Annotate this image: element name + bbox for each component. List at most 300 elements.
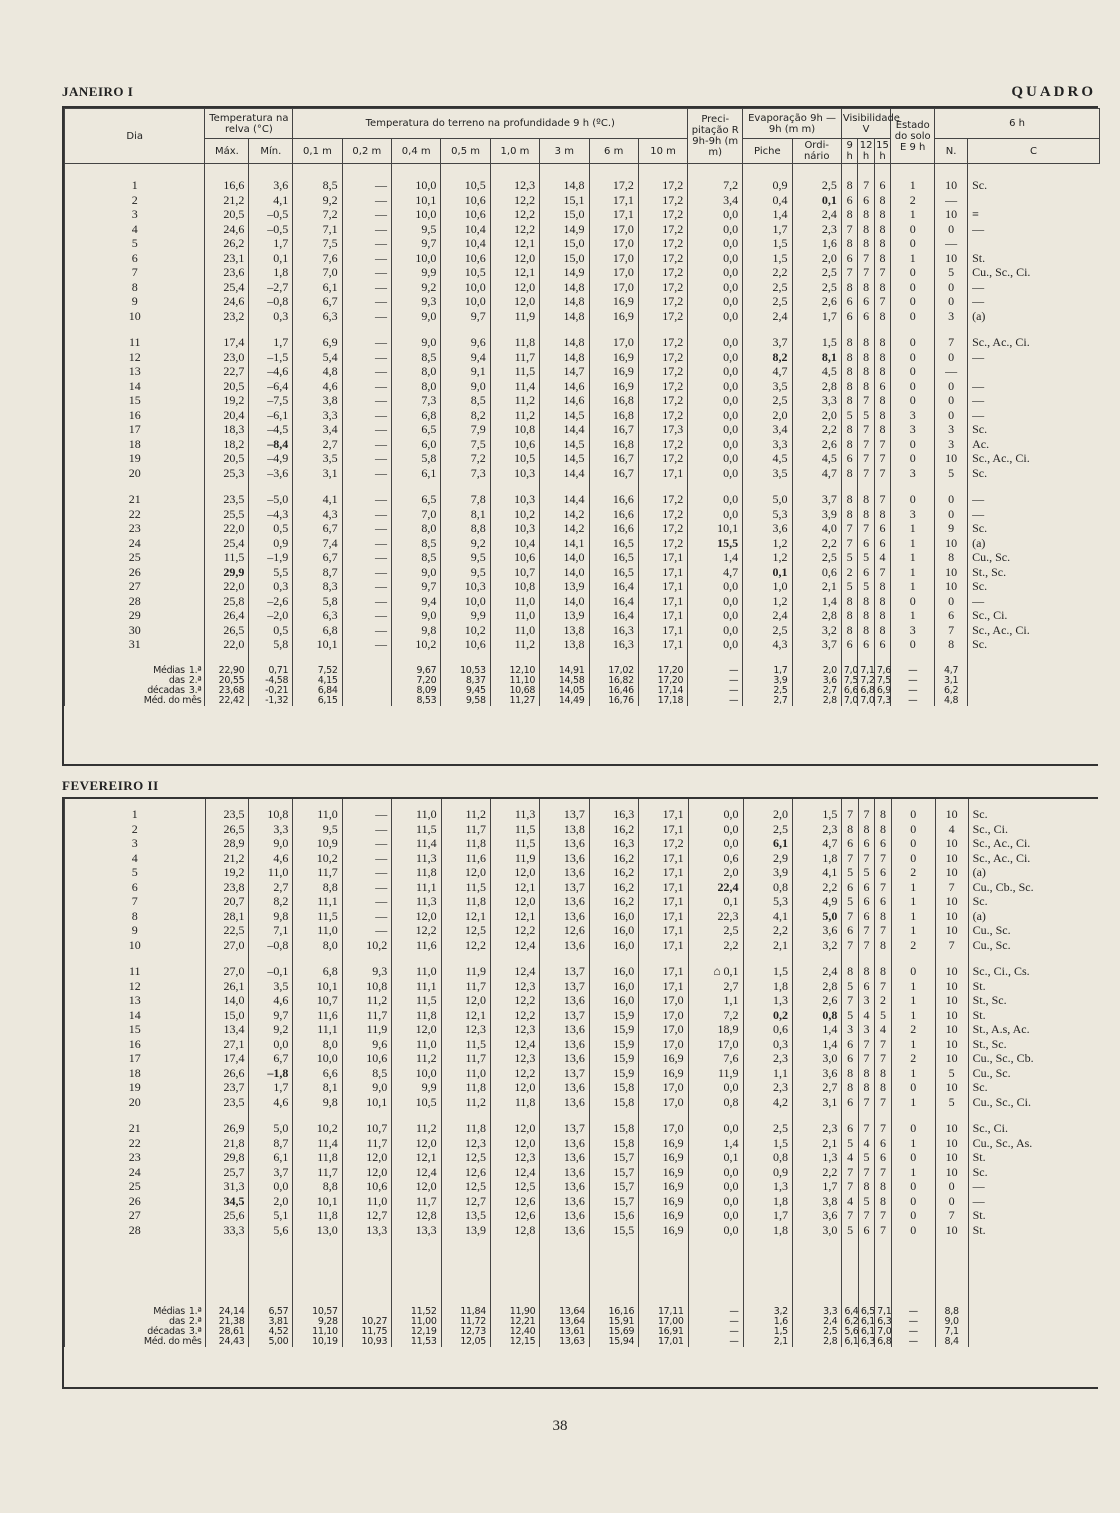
value-cell xyxy=(968,236,1100,251)
value-cell: 2,2 xyxy=(743,923,792,938)
value-cell: 29,8 xyxy=(205,1150,249,1165)
value-cell: 17,1 xyxy=(639,979,688,994)
extreme-value: 0,2 xyxy=(772,1007,788,1022)
value-cell: 8 xyxy=(841,364,857,379)
table-row xyxy=(65,993,1101,1008)
value-cell: 2,7 xyxy=(249,880,293,895)
value-cell: 10,8 xyxy=(490,579,539,594)
table-row xyxy=(65,437,1100,452)
value-cell: 8,7 xyxy=(249,1136,293,1151)
depth-header: 0,5 m xyxy=(441,139,490,164)
value-cell: 28,9 xyxy=(205,836,249,851)
medias-cell: 17,01 xyxy=(639,1337,688,1347)
value-cell: 15,9 xyxy=(589,1037,638,1052)
value-cell: Sc. xyxy=(968,1080,1100,1095)
day-cell: 24 xyxy=(65,536,205,551)
value-cell: 17,1 xyxy=(638,579,687,594)
value-cell: 1,7 xyxy=(792,309,841,324)
value-cell: (a) xyxy=(968,865,1100,880)
value-cell: –0,8 xyxy=(249,938,293,953)
value-cell: 8 xyxy=(874,594,890,609)
value-cell: 8 xyxy=(935,550,968,565)
value-cell: 16,9 xyxy=(589,294,638,309)
value-cell: 8 xyxy=(875,822,891,837)
value-cell: 6,7 xyxy=(293,550,342,565)
value-cell: 17,1 xyxy=(638,608,687,623)
medias-label-text: Méd. do mês xyxy=(143,694,202,706)
value-cell: 11,5 xyxy=(441,1037,490,1052)
day-cell: 31 xyxy=(65,637,205,652)
value-cell: 1 xyxy=(891,536,935,551)
value-cell: 1,6 xyxy=(792,236,841,251)
value-cell: 11,6 xyxy=(392,938,441,953)
value-cell: 4 xyxy=(842,1194,858,1209)
value-cell: 2,0 xyxy=(792,251,841,266)
value-cell: 14,1 xyxy=(540,536,589,551)
value-cell: 0,8 xyxy=(688,1095,743,1110)
day-cell: 21 xyxy=(65,492,205,507)
value-cell: 6,5 xyxy=(392,492,441,507)
value-cell: 6 xyxy=(874,637,890,652)
value-cell: 9,2 xyxy=(293,193,342,208)
value-cell: 6 xyxy=(842,836,858,851)
value-cell: 8 xyxy=(858,335,874,350)
value-cell: 8 xyxy=(841,466,857,481)
value-cell: 12,0 xyxy=(441,865,490,880)
value-cell: 10,1 xyxy=(392,193,441,208)
value-cell: 17,1 xyxy=(639,964,688,979)
value-cell: 0,5 xyxy=(249,521,293,536)
value-cell: 25,5 xyxy=(205,507,249,522)
value-cell: 7 xyxy=(935,1208,968,1223)
ordinario-header: Ordi-nário xyxy=(792,139,841,164)
value-cell: 3,3 xyxy=(249,822,293,837)
value-cell: 2,2 xyxy=(792,880,841,895)
value-cell: 12,3 xyxy=(490,178,539,193)
value-cell: 12,2 xyxy=(491,1066,540,1081)
value-cell: 7,4 xyxy=(293,536,342,551)
value-cell: 11,1 xyxy=(392,979,441,994)
value-cell: 3,4 xyxy=(688,193,743,208)
value-cell: 16,2 xyxy=(589,851,638,866)
value-cell: 17,2 xyxy=(638,350,687,365)
day-cell: 21 xyxy=(65,1121,206,1136)
value-cell: 0 xyxy=(891,309,935,324)
day-cell: 8 xyxy=(65,909,206,924)
value-cell: 12,2 xyxy=(490,193,539,208)
value-cell: –1,5 xyxy=(249,350,293,365)
value-cell: 13,7 xyxy=(540,979,589,994)
value-cell: 7,8 xyxy=(441,492,490,507)
value-cell: 3,1 xyxy=(792,1095,841,1110)
value-cell: 3,9 xyxy=(792,507,841,522)
day-cell: 22 xyxy=(65,507,205,522)
value-cell: — xyxy=(342,880,391,895)
value-cell: 8 xyxy=(874,623,890,638)
value-cell: 7 xyxy=(875,1223,891,1238)
value-cell: — xyxy=(342,222,391,237)
value-cell: 16,9 xyxy=(639,1150,688,1165)
value-cell: 16,0 xyxy=(589,979,638,994)
value-cell: 16,7 xyxy=(589,451,638,466)
medias-cell: 14,91 xyxy=(540,666,589,676)
value-cell: 10 xyxy=(935,1008,968,1023)
value-cell: 14,8 xyxy=(540,294,589,309)
value-cell: 12,0 xyxy=(490,294,539,309)
value-cell: 1 xyxy=(891,880,935,895)
value-cell: 6,5 xyxy=(392,422,441,437)
value-cell: 6,8 xyxy=(392,408,441,423)
value-cell: 22,0 xyxy=(205,637,249,652)
value-cell: 17,1 xyxy=(589,207,638,222)
value-cell: –3,6 xyxy=(249,466,293,481)
medias-cell: 7,20 xyxy=(392,676,441,686)
value-cell: 11,0 xyxy=(293,923,342,938)
value-cell: 1 xyxy=(891,207,935,222)
value-cell: ⌂ 0,1 xyxy=(688,964,743,979)
medias-cell: 11,53 xyxy=(392,1337,441,1347)
value-cell: 0 xyxy=(891,393,935,408)
value-cell: 8,0 xyxy=(293,938,342,953)
value-cell: 12,2 xyxy=(491,1008,540,1023)
value-cell: Sc., Ac., Ci. xyxy=(968,836,1100,851)
value-cell: 8,7 xyxy=(293,565,342,580)
value-cell: 16,2 xyxy=(589,880,638,895)
medias-label-text: décadas xyxy=(147,1326,185,1337)
value-cell: — xyxy=(342,594,391,609)
value-cell: 2,5 xyxy=(792,550,841,565)
value-cell: 1,8 xyxy=(743,1223,792,1238)
value-cell: St. xyxy=(968,1223,1100,1238)
value-cell: 8,1 xyxy=(293,1080,342,1095)
table-row xyxy=(65,1194,1101,1209)
table-row xyxy=(65,379,1100,394)
medias-cell: 15,69 xyxy=(589,1327,638,1337)
value-cell: 2,5 xyxy=(743,393,792,408)
value-cell: 0,0 xyxy=(688,265,743,280)
value-cell: 13,6 xyxy=(540,1080,589,1095)
value-cell: 13,5 xyxy=(441,1208,490,1223)
value-cell: 9,0 xyxy=(441,379,490,394)
value-cell: 2,2 xyxy=(792,1165,841,1180)
value-cell: 4,6 xyxy=(249,1095,293,1110)
value-cell: 7 xyxy=(874,565,890,580)
value-cell: 14,0 xyxy=(540,594,589,609)
value-cell: 12,3 xyxy=(491,1150,540,1165)
medias-cell: -1,32 xyxy=(249,696,293,706)
value-cell: — xyxy=(342,579,391,594)
value-cell: 13,7 xyxy=(540,964,589,979)
value-cell: 8,5 xyxy=(441,393,490,408)
value-cell: –0,8 xyxy=(249,294,293,309)
value-cell: 31,3 xyxy=(205,1179,249,1194)
medias-cell: 14,05 xyxy=(540,686,589,696)
value-cell: 1 xyxy=(891,923,935,938)
value-cell: 11,7 xyxy=(441,822,490,837)
value-cell: 0,0 xyxy=(688,309,743,324)
value-cell: 10,2 xyxy=(441,623,490,638)
value-cell: 17,2 xyxy=(638,309,687,324)
value-cell: 10,1 xyxy=(293,979,342,994)
value-cell: 11,7 xyxy=(342,1136,391,1151)
value-cell: 1,5 xyxy=(743,251,792,266)
value-cell: 0,0 xyxy=(688,451,743,466)
value-cell: 10 xyxy=(935,851,968,866)
medias-cell: 4,52 xyxy=(249,1327,293,1337)
value-cell: 0,0 xyxy=(688,294,743,309)
value-cell: — xyxy=(342,294,391,309)
value-cell: 0 xyxy=(891,222,935,237)
value-cell: 19,2 xyxy=(205,393,249,408)
value-cell: 12,0 xyxy=(491,1121,540,1136)
value-cell: 23,6 xyxy=(205,265,249,280)
value-cell: 2,0 xyxy=(792,408,841,423)
value-cell: 5 xyxy=(935,265,968,280)
value-cell: — xyxy=(342,408,391,423)
value-cell: 6 xyxy=(841,637,857,652)
value-cell: 11,3 xyxy=(392,894,441,909)
value-cell: — xyxy=(342,608,391,623)
depth-header: 0,2 m xyxy=(342,139,391,164)
medias-cell: 3,81 xyxy=(249,1317,293,1327)
value-cell: 6 xyxy=(842,1037,858,1052)
value-cell: 11,0 xyxy=(490,623,539,638)
extreme-value: –1,8 xyxy=(267,1065,289,1080)
value-cell: 10 xyxy=(935,894,968,909)
value-cell: 11,2 xyxy=(490,393,539,408)
value-cell xyxy=(792,909,841,924)
value-cell: –6,4 xyxy=(249,379,293,394)
value-cell: 2,8 xyxy=(792,379,841,394)
medias-cell: — xyxy=(891,696,935,706)
value-cell: 7,0 xyxy=(392,507,441,522)
value-cell: 8 xyxy=(841,507,857,522)
value-cell: 10 xyxy=(935,1136,968,1151)
value-cell: 2,1 xyxy=(792,579,841,594)
value-cell: 3,4 xyxy=(293,422,342,437)
value-cell: 23,2 xyxy=(205,309,249,324)
medias-cell: 16,76 xyxy=(589,696,638,706)
day-cell: 28 xyxy=(65,1223,206,1238)
medias-cell: 12,40 xyxy=(491,1327,540,1337)
value-cell: 10,1 xyxy=(688,521,743,536)
value-cell: Sc. xyxy=(968,466,1100,481)
value-cell: 8,5 xyxy=(392,550,441,565)
value-cell: 2,6 xyxy=(792,437,841,452)
value-cell: 8 xyxy=(841,492,857,507)
value-cell: 12,1 xyxy=(441,1008,490,1023)
value-cell: 6 xyxy=(858,637,874,652)
value-cell: 1,4 xyxy=(688,550,743,565)
value-cell: — xyxy=(968,492,1100,507)
value-cell: 1,7 xyxy=(249,1080,293,1095)
table-row xyxy=(65,880,1101,895)
value-cell: 8 xyxy=(874,251,890,266)
value-cell: 0 xyxy=(891,964,935,979)
value-cell: 6 xyxy=(842,880,858,895)
value-cell: — xyxy=(342,379,391,394)
value-cell: 16,8 xyxy=(589,408,638,423)
medias-cell: 6,6 xyxy=(841,686,857,696)
value-cell: 7 xyxy=(841,521,857,536)
value-cell: 2,4 xyxy=(792,964,841,979)
table-row xyxy=(65,1223,1101,1238)
medias-cell: 24,14 xyxy=(205,1307,249,1317)
value-cell: Cu., Sc., Cb. xyxy=(968,1051,1100,1066)
value-cell: 7 xyxy=(875,923,891,938)
extreme-value: 0,1 xyxy=(772,564,788,579)
medias-cell: 8,4 xyxy=(935,1337,968,1347)
value-cell: 0,1 xyxy=(249,251,293,266)
value-cell: 8,0 xyxy=(392,364,441,379)
value-cell: — xyxy=(342,280,391,295)
value-cell: 3,5 xyxy=(249,979,293,994)
value-cell: –2,7 xyxy=(249,280,293,295)
value-cell: 8 xyxy=(874,408,890,423)
medias-cell: 11,10 xyxy=(490,676,539,686)
medias-cell: 4,15 xyxy=(293,676,342,686)
value-cell: 1 xyxy=(891,521,935,536)
value-cell: 1 xyxy=(891,550,935,565)
value-cell: 9 xyxy=(935,521,968,536)
value-cell: 7 xyxy=(842,1165,858,1180)
value-cell: 11,0 xyxy=(293,807,342,822)
day-cell: 25 xyxy=(65,1179,206,1194)
value-cell: 11,6 xyxy=(441,851,490,866)
value-cell: St., A.s, Ac. xyxy=(968,1022,1100,1037)
medias-cell: 17,02 xyxy=(589,666,638,676)
table-row xyxy=(65,251,1100,266)
value-cell: — xyxy=(342,865,391,880)
value-cell: 14,8 xyxy=(540,309,589,324)
value-cell: 0 xyxy=(891,364,935,379)
table-row xyxy=(65,594,1100,609)
value-cell: 10,0 xyxy=(441,594,490,609)
value-cell: 12,0 xyxy=(342,1150,391,1165)
value-cell: — xyxy=(342,193,391,208)
value-cell: 2,5 xyxy=(743,294,792,309)
value-cell: 11,8 xyxy=(490,335,539,350)
value-cell: 9,1 xyxy=(441,364,490,379)
value-cell: 8 xyxy=(935,637,968,652)
depth-header: 6 m xyxy=(589,139,638,164)
value-cell: 17,2 xyxy=(638,251,687,266)
value-cell: 0,5 xyxy=(249,623,293,638)
medias-cell: 13,63 xyxy=(540,1337,589,1347)
value-cell: — xyxy=(342,422,391,437)
value-cell: 6 xyxy=(858,565,874,580)
value-cell: 12,8 xyxy=(491,1223,540,1238)
value-cell: 15,8 xyxy=(589,1080,638,1095)
temp-terreno-header: Temperatura do terreno na profundidade 9 h (ºC.) xyxy=(293,109,688,139)
value-cell: 26,9 xyxy=(205,1121,249,1136)
value-cell: 8 xyxy=(842,1066,858,1081)
day-cell: 23 xyxy=(65,521,205,536)
value-cell: — xyxy=(935,364,968,379)
value-cell: 17,0 xyxy=(639,1095,688,1110)
value-cell: 9,0 xyxy=(392,565,441,580)
value-cell: 6,7 xyxy=(293,521,342,536)
value-cell: 3 xyxy=(935,422,968,437)
value-cell: 11,9 xyxy=(688,1066,743,1081)
value-cell: 8 xyxy=(875,1179,891,1194)
value-cell: 7 xyxy=(841,265,857,280)
day-cell: 6 xyxy=(65,251,205,266)
value-cell: 11,0 xyxy=(249,865,293,880)
value-cell: 14,8 xyxy=(540,178,589,193)
value-cell: 10 xyxy=(935,964,968,979)
medias-row xyxy=(65,676,1100,686)
value-cell: Sc., Ac., Ci. xyxy=(968,451,1100,466)
medias-cell: 6,15 xyxy=(293,696,342,706)
value-cell xyxy=(743,565,792,580)
value-cell: 11,9 xyxy=(441,964,490,979)
value-cell: 16,7 xyxy=(589,466,638,481)
value-cell: 3,0 xyxy=(792,1223,841,1238)
estado-header: Estado do solo E 9 h xyxy=(891,109,935,164)
medias-cell: 0,71 xyxy=(249,666,293,676)
value-cell: 8 xyxy=(875,938,891,953)
value-cell: 7 xyxy=(858,422,874,437)
value-cell: 11,1 xyxy=(293,894,342,909)
value-cell: Cu., Cb., Sc. xyxy=(968,880,1100,895)
value-cell: 8 xyxy=(875,1080,891,1095)
value-cell: 0 xyxy=(935,280,968,295)
table-row xyxy=(65,865,1101,880)
value-cell: 6 xyxy=(875,865,891,880)
spacer-row xyxy=(65,652,1100,666)
value-cell: — xyxy=(342,565,391,580)
table-row xyxy=(65,1150,1101,1165)
value-cell xyxy=(205,565,249,580)
value-cell: 5 xyxy=(841,579,857,594)
value-cell: 8 xyxy=(858,964,874,979)
value-cell: 17,2 xyxy=(638,294,687,309)
value-cell: 8 xyxy=(842,822,858,837)
value-cell: 12,4 xyxy=(491,1037,540,1052)
value-cell: 6 xyxy=(841,451,857,466)
value-cell: 0,0 xyxy=(688,807,743,822)
value-cell: 10,0 xyxy=(293,1051,342,1066)
value-cell: 13,6 xyxy=(540,851,589,866)
value-cell: 6,3 xyxy=(293,309,342,324)
value-cell: 2,4 xyxy=(743,608,792,623)
value-cell: 7 xyxy=(875,1037,891,1052)
value-cell: — xyxy=(342,437,391,452)
value-cell: 5 xyxy=(935,1066,968,1081)
medias-cell: 9,0 xyxy=(935,1317,968,1327)
value-cell: 11,0 xyxy=(342,1194,391,1209)
day-cell: 15 xyxy=(65,393,205,408)
value-cell: 16,9 xyxy=(639,1179,688,1194)
value-cell: 5 xyxy=(842,865,858,880)
value-cell: 21,2 xyxy=(205,851,249,866)
value-cell: — xyxy=(342,466,391,481)
empty-cell xyxy=(968,686,1100,696)
value-cell: 17,4 xyxy=(205,335,249,350)
value-cell: 6 xyxy=(842,1051,858,1066)
medias-cell: 6,2 xyxy=(935,686,968,696)
value-cell: 0 xyxy=(935,350,968,365)
value-cell: 13,6 xyxy=(540,894,589,909)
value-cell: 18,2 xyxy=(205,437,249,452)
value-cell: 0,0 xyxy=(688,280,743,295)
medias-cell: 1,5 xyxy=(743,1327,792,1337)
value-cell: 13,7 xyxy=(540,1066,589,1081)
value-cell: 2,6 xyxy=(792,294,841,309)
value-cell: 7 xyxy=(875,851,891,866)
value-cell: 16,0 xyxy=(589,909,638,924)
